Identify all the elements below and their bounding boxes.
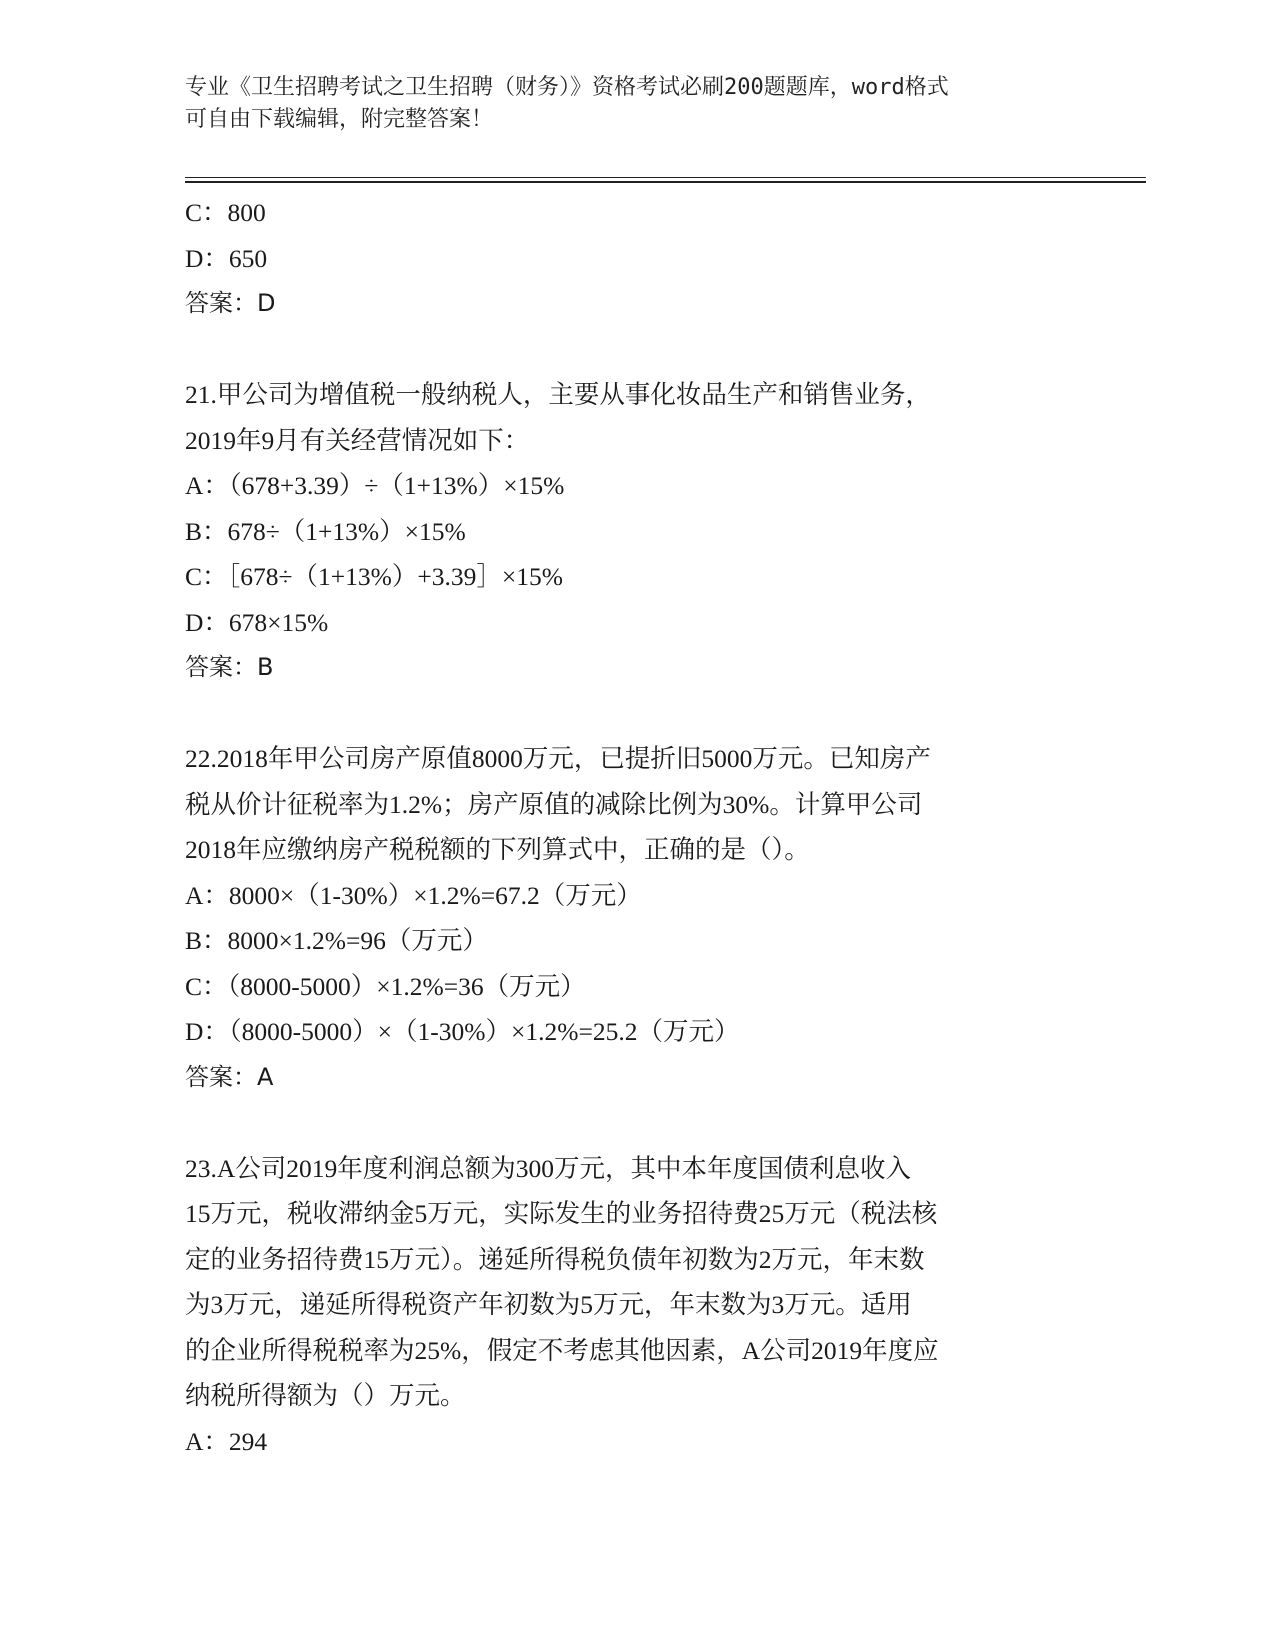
question-21-stem: 21.甲公司为增值税一般纳税人，主要从事化妆品生产和销售业务， xyxy=(185,380,931,409)
document-header xyxy=(185,72,1075,136)
question-23-stem: 23.A公司2019年度利润总额为300万元，其中本年度国债利息收入 xyxy=(185,1153,912,1183)
question-22-stem: 2018年应缴纳房产税税额的下列算式中，正确的是（）。 xyxy=(185,835,810,864)
option-c: C：800 xyxy=(185,198,266,227)
option-d: D：650 xyxy=(185,243,268,273)
option-d: D：（8000-5000）×（1-30%）×1.2%=25.2（万元） xyxy=(185,1017,740,1046)
answer: 答案：B xyxy=(185,653,274,681)
option-c: C：［678÷（1+13%）+3.39］×15% xyxy=(185,562,564,591)
option-b: B：8000×1.2%=96（万元） xyxy=(185,926,488,955)
option-d: D：678×15% xyxy=(185,607,329,637)
option-a: A：（678+3.39）÷（1+13%）×15% xyxy=(185,471,565,500)
document-body xyxy=(185,190,1085,1464)
question-23-stem: 15万元，税收滞纳金5万元，实际发生的业务招待费25万元（税法核 xyxy=(185,1199,938,1228)
question-23-stem: 为3万元，递延所得税资产年初数为5万元，年末数为3万元。适用 xyxy=(185,1290,912,1319)
spacer xyxy=(185,1100,1085,1146)
option-c: C：（8000-5000）×1.2%=36（万元） xyxy=(185,971,586,1001)
question-23-stem: 纳税所得额为（）万元。 xyxy=(185,1381,466,1410)
answer: 答案：D xyxy=(185,289,276,317)
question-22-stem: 税从价计征税率为1.2%；房产原值的减除比例为30%。计算甲公司 xyxy=(185,789,923,819)
question-22-stem: 22.2018年甲公司房产原值8000万元，已提折旧5000万元。已知房产 xyxy=(185,744,931,773)
question-23-stem: 的企业所得税税率为25%，假定不考虑其他因素，A公司2019年度应 xyxy=(185,1335,939,1365)
header-line: 专业《卫生招聘考试之卫生招聘（财务）》资格考试必刷200题题库，word格式 xyxy=(185,75,949,100)
question-21-stem: 2019年9月有关经营情况如下： xyxy=(185,425,530,455)
question-23-stem: 定的业务招待费15万元）。递延所得税负债年初数为2万元，年末数 xyxy=(185,1244,925,1274)
option-a: A：294 xyxy=(185,1426,268,1456)
spacer xyxy=(185,691,1085,737)
header-divider-thin xyxy=(185,177,1146,178)
answer: 答案：A xyxy=(185,1062,274,1091)
header-line: 可自由下载编辑，附完整答案！ xyxy=(185,107,494,132)
option-b: B：678÷（1+13%）×15% xyxy=(185,516,466,546)
header-divider-thick xyxy=(185,181,1146,183)
spacer xyxy=(185,327,1085,373)
option-a: A：8000×（1-30%）×1.2%=67.2（万元） xyxy=(185,880,642,910)
